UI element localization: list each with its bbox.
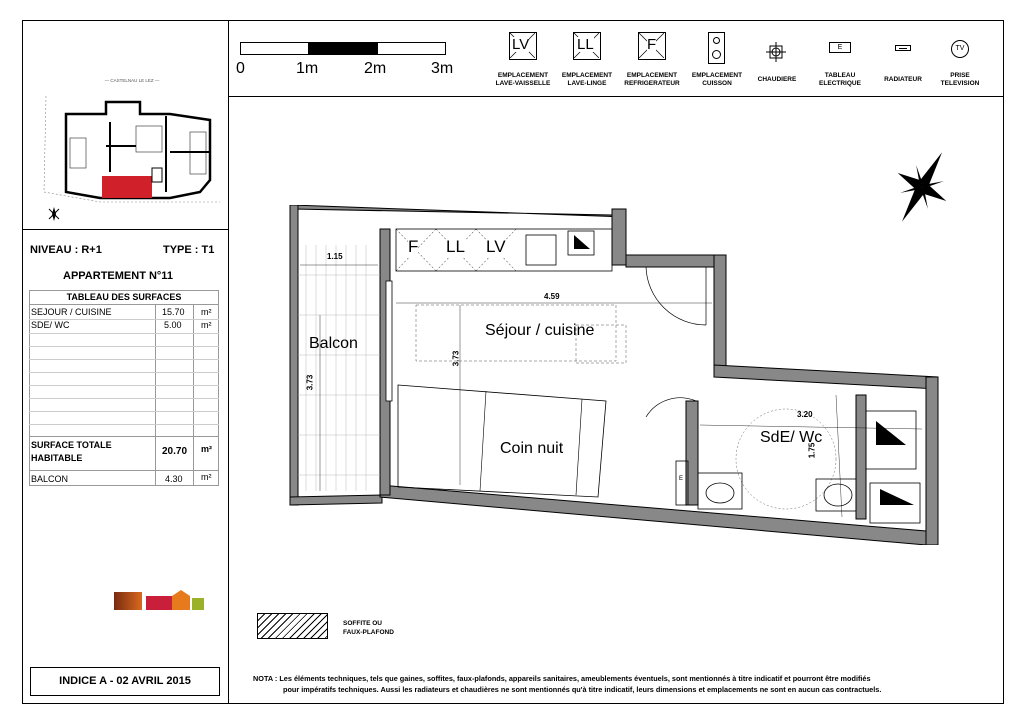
legend-symbol-lv: LV (512, 36, 530, 53)
total-surface-value: 20.70 (162, 446, 188, 457)
dim-sejour-width: 4.59 (544, 292, 560, 301)
site-plan-drawing (40, 92, 220, 222)
balcon-surface-unit: m² (201, 472, 212, 482)
room-label-sde: SdE/ Wc (760, 429, 823, 446)
apartment-number: APPARTEMENT N°11 (63, 270, 173, 282)
sidebar-divider (228, 20, 229, 704)
index-label: INDICE A - 02 AVRIL 2015 (59, 675, 191, 687)
room-label-coin-nuit: Coin nuit (500, 440, 564, 457)
electrical-panel-marker: E (679, 476, 684, 482)
cooktop-icon (708, 32, 725, 64)
appliance-washing-machine-label: LL (446, 237, 465, 256)
floor-plan (286, 205, 942, 545)
dim-sejour-height: 3.73 (451, 350, 461, 367)
dishwasher-icon (509, 32, 537, 60)
total-surface-label: SURFACE TOTALE HABITABLE (31, 440, 112, 463)
fridge-icon (638, 32, 666, 60)
header-divider (228, 96, 1004, 97)
appliance-fridge-label: F (408, 237, 419, 256)
room-label-balcon: Balcon (309, 335, 358, 352)
legend-label-refrigerateur: EMPLACEMENT REFRIGERATEUR (624, 72, 680, 87)
tv-socket-icon: TV (951, 40, 969, 58)
scale-tick-3m: 3m (431, 60, 454, 77)
electrical-panel-icon: E (829, 42, 851, 53)
balcon-surface-label: BALCON (31, 474, 69, 484)
balcon-surface-value: 4.30 (165, 474, 183, 484)
legend-label-cuisson: EMPLACEMENT CUISSON (691, 72, 743, 87)
info-top-line (22, 229, 228, 230)
legend-label-tableau-electrique: TABLEAU ELECTRIQUE (819, 72, 861, 87)
scale-tick-0: 0 (236, 60, 245, 77)
radiator-icon (895, 45, 911, 51)
dim-balcon-width: 1.15 (327, 252, 343, 261)
boiler-icon (766, 42, 786, 62)
scale-tick-2m: 2m (364, 60, 387, 77)
legend-label-radiateur: RADIATEUR (884, 76, 922, 83)
site-location: — CASTELNAU LE LEZ — (104, 78, 160, 83)
legend-label-lave-linge: EMPLACEMENT LAVE-LINGE (561, 72, 613, 87)
legend-label-chaudiere: CHAUDIERE (757, 76, 797, 83)
table-row: SDE/ WC 5.00 m² (31, 320, 212, 330)
legend-label-television: PRISE TELEVISION (940, 72, 980, 87)
legend-symbol-ll: LL (577, 36, 594, 53)
scale-tick-1m: 1m (296, 60, 319, 77)
note-line-2: pour impératifs techniques. Aussi les radiateurs et chaudières ne sont mentionnés qu'à titre indicatif, leurs dimensions et emplacements ne sont en aucun cas contractuels. (283, 685, 882, 694)
dim-sde-height: 1.75 (807, 442, 817, 459)
table-title: TABLEAU DES SURFACES (66, 292, 182, 302)
legend-symbol-f: F (647, 36, 657, 53)
table-row: SEJOUR / CUISINE 15.70 m² (31, 307, 212, 317)
soffite-hatch-icon (257, 613, 328, 639)
type-label: TYPE : T1 (163, 244, 215, 256)
appliance-dishwasher-label: LV (486, 237, 506, 256)
dim-sde-width: 3.20 (797, 410, 813, 419)
note-line-1: NOTA : Les éléments techniques, tels que gaines, soffites, faux-plafonds, appareils sanitaires, ameublements éventuels, sont mentionnés à titre indicatif et pourront être modifiés (253, 674, 871, 683)
niveau-label: NIVEAU : R+1 (30, 244, 102, 256)
washing-machine-icon (573, 32, 601, 60)
dim-balcon-height: 3.73 (305, 374, 315, 391)
room-label-sejour: Séjour / cuisine (485, 322, 595, 339)
soffite-label: SOFFITE OU FAUX-PLAFOND (343, 620, 394, 636)
legend-label-lave-vaisselle: EMPLACEMENT LAVE-VAISSELLE (495, 72, 551, 87)
total-surface-unit: m² (201, 444, 212, 454)
